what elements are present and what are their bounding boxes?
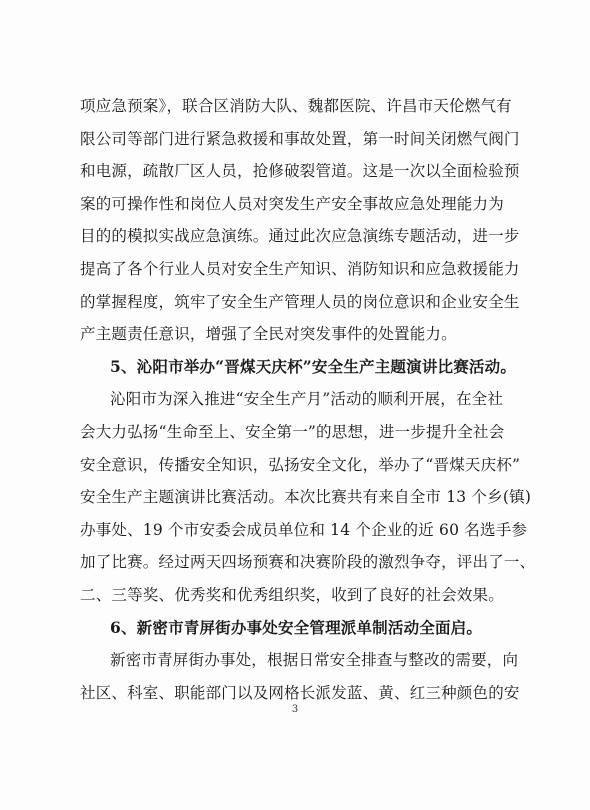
paragraph-line: 目的的模拟实战应急演练。通过此次应急演练专题活动，进一步 [80, 227, 520, 246]
document-body [80, 95, 536, 714]
paragraph-line: 加了比赛。经过两天四场预赛和决赛阶段的激烈争夺，评出了一、 [80, 553, 536, 572]
paragraph-line: 项应急预案》，联合区消防大队、魏都医院、许昌市天伦燃气有 [80, 97, 512, 115]
paragraph-line: 会大力弘扬“生命至上、安全第一”的思想，进一步提升全社会 [80, 422, 505, 441]
paragraph-line: 产主题责任意识，增强了全民对突发事件的处置能力。 [80, 325, 457, 344]
paragraph-line: 社区、科室、职能部门以及网格长派发蓝、黄、红三种颜色的安 [80, 683, 520, 702]
paragraph-line: 安全意识，传播安全知识，弘扬安全文化，举办了“晋煤天庆杯” [80, 455, 521, 474]
paragraph-line: 和电源，疏散厂区人员，抢修破裂管道。这是一次以全面检验预 [80, 162, 520, 181]
paragraph-line: 安全生产主题演讲比赛活动。本次比赛共有来自全市 13 个乡(镇) [80, 488, 532, 507]
paragraph-line: 沁阳市为深入推进“安全生产月”活动的顺利开展，在全社 [110, 390, 504, 409]
paragraph-line: 提高了各个行业人员对安全生产知识、消防知识和应急救援能力 [80, 259, 520, 278]
page-number: 3 [291, 704, 299, 715]
paragraph-line: 案的可操作性和岗位人员对突发生产安全事故应急处理能力为 [80, 194, 504, 213]
paragraph-line: 二、三等奖、优秀奖和优秀组织奖，收到了良好的社会效果。 [80, 585, 504, 604]
paragraph-line: 办事处、19 个市安委会成员单位和 14 个企业的近 60 名选手参 [80, 520, 528, 539]
section-heading: 6、新密市青屏街办事处安全管理派单制活动全面启。 [110, 617, 483, 637]
paragraph-line: 限公司等部门进行紧急救援和事故处置，第一时间关闭燃气阀门 [80, 129, 520, 148]
paragraph-line: 新密市青屏街办事处，根据日常安全排查与整改的需要，向 [110, 651, 519, 670]
paragraph-line: 的掌握程度，筑牢了安全生产管理人员的岗位意识和企业安全生 [80, 292, 520, 311]
section-heading: 5、沁阳市举办“晋煤天庆杯”安全生产主题演讲比赛活动。 [110, 356, 517, 376]
